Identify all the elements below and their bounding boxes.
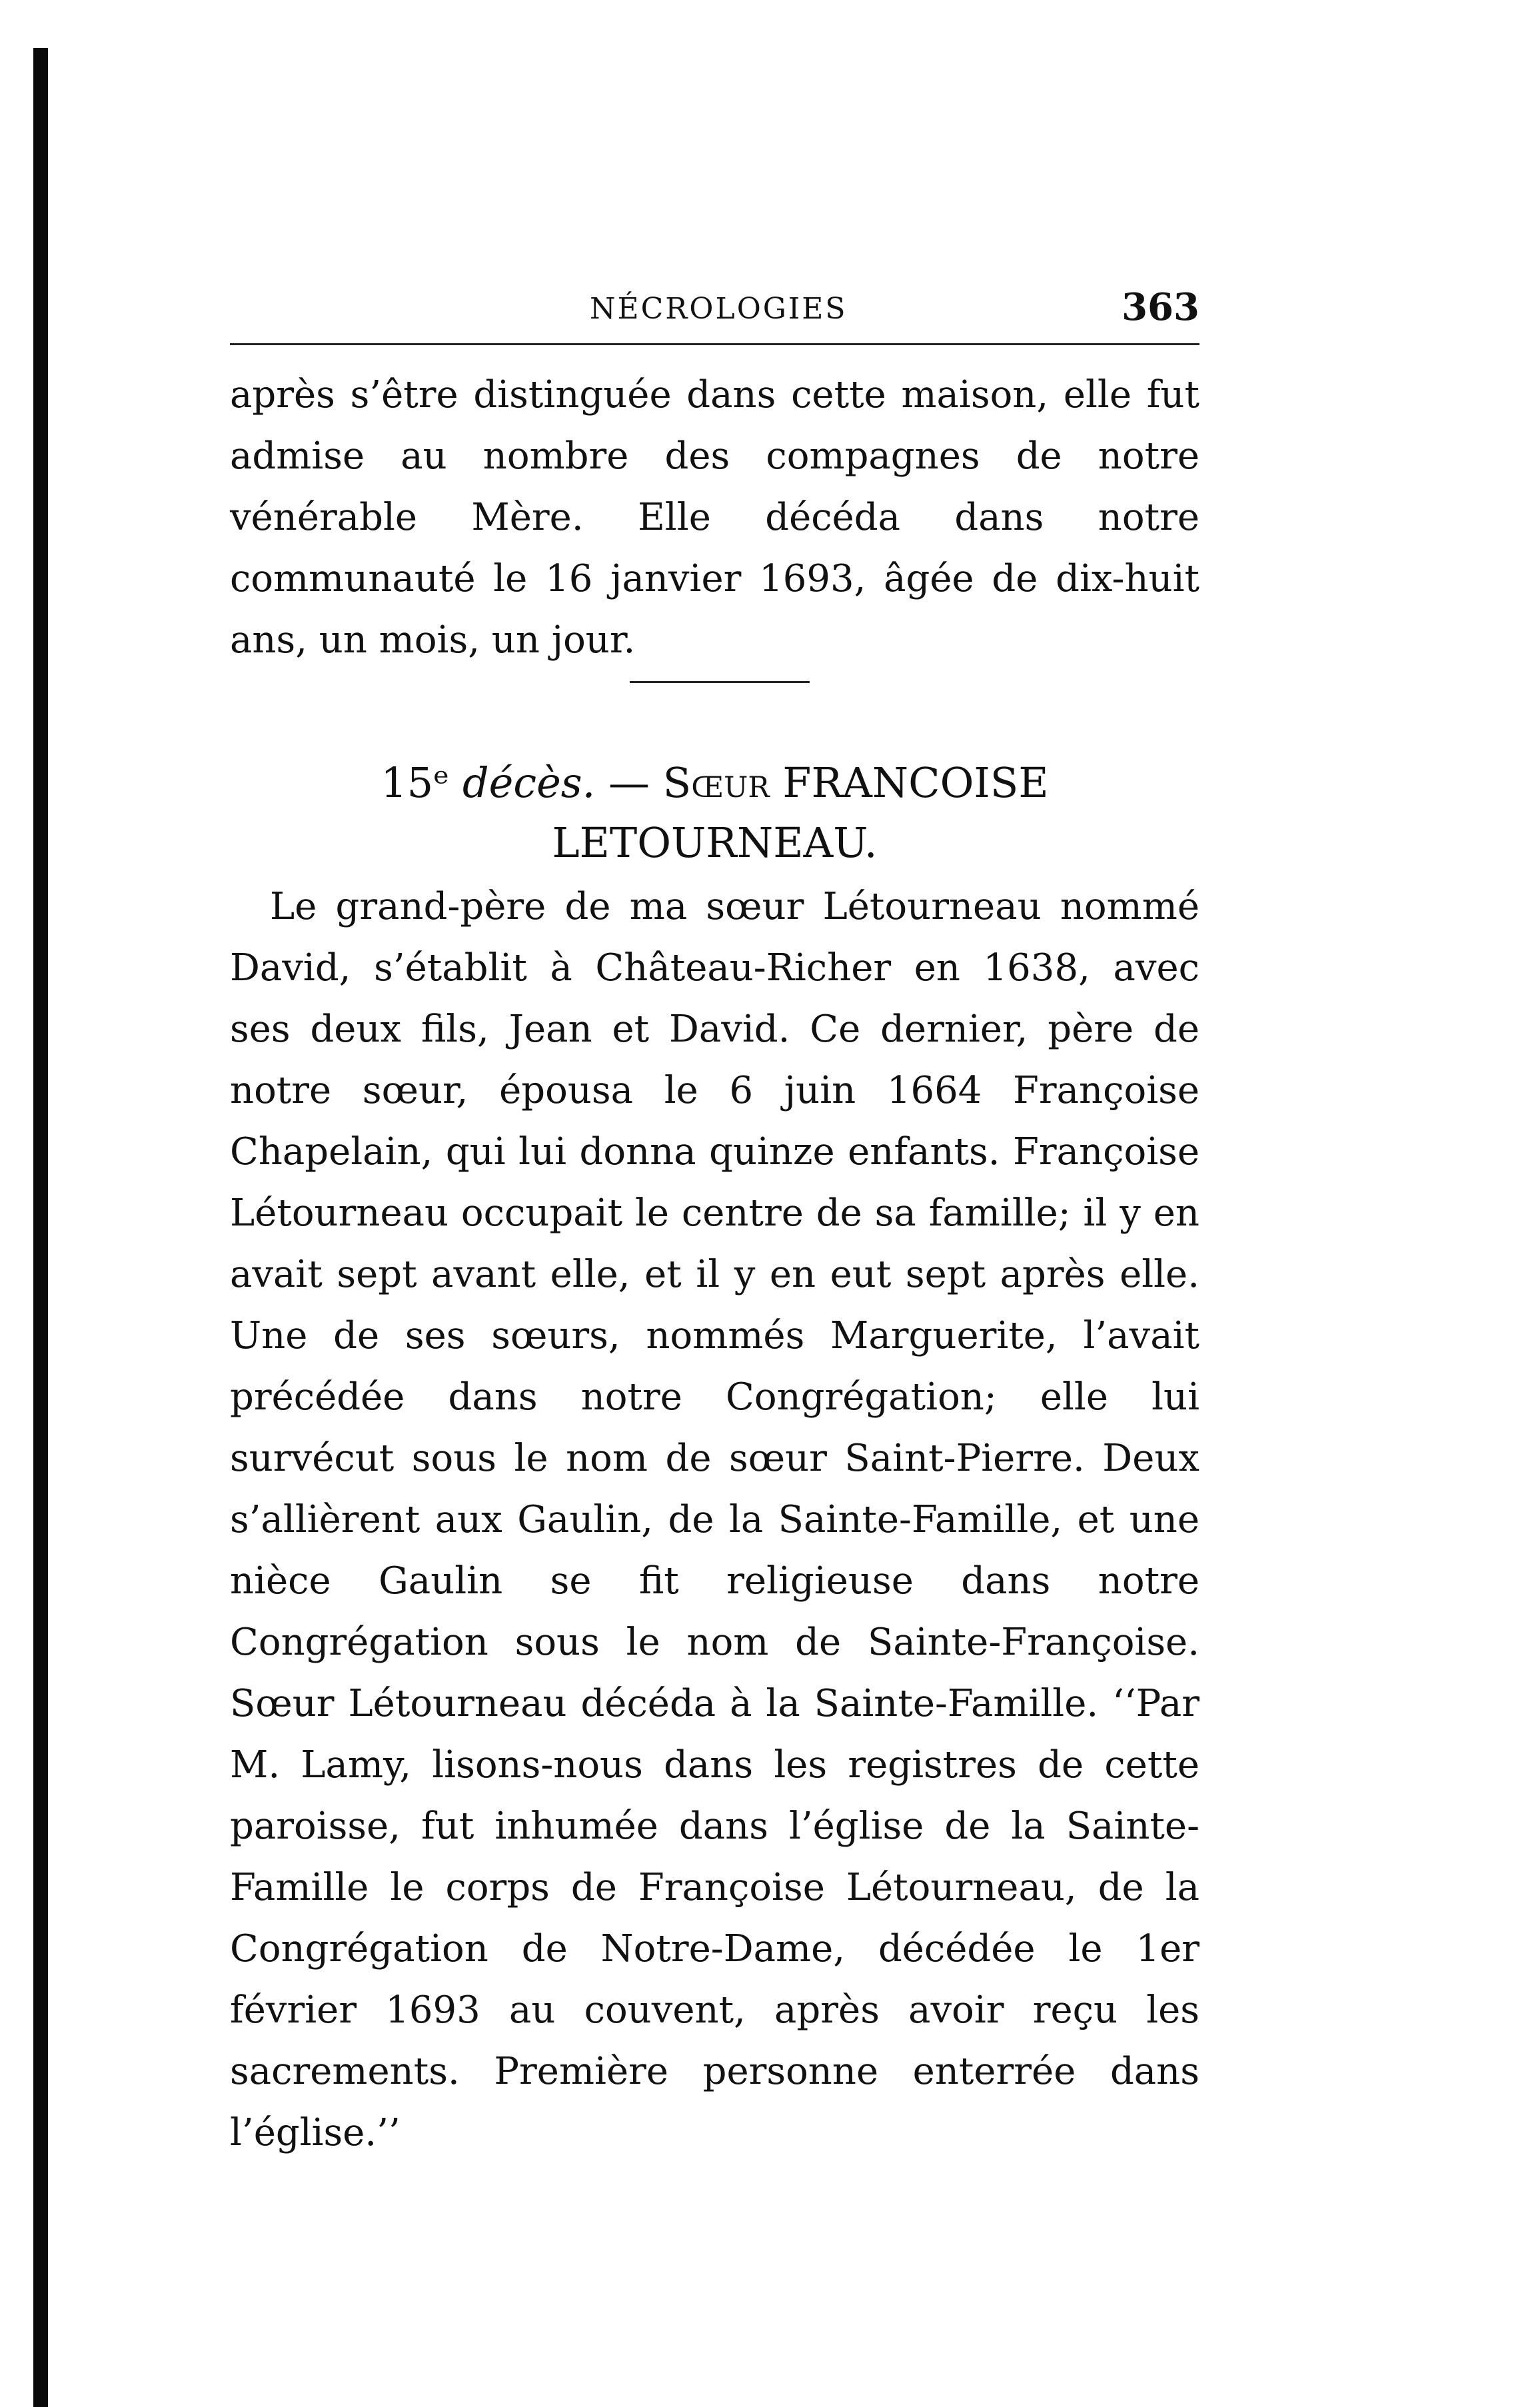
- entry-heading: [230, 753, 1199, 873]
- page-number: 363: [1122, 285, 1199, 329]
- entry-label: décès.: [462, 758, 596, 807]
- paragraph-body: Le grand-père de ma sœur Létourneau nommé David, s’établit à Château-Richer en 1638, avec ses deux fils, Jean et David. Ce dernier, père de notre sœur, épousa le 6 juin 1664 Françoise Chapelain, qui lui donna quinze enfants. Françoise Létourneau occupait le centre de sa famille; il y en avait sept avant elle, et il y en eut sept après elle. Une de ses sœurs, nommés Marguerite, l’avait précédée dans notre Congrégation; elle lui survécut sous le nom de sœur Saint-Pierre. Deux s’allièrent aux Gaulin, de la Sainte-Famille, et une nièce Gaulin se fit religieuse dans notre Congrégation sous le nom de Sainte-Françoise. Sœur Létourneau décéda à la Sainte-Famille. ‘‘Par M. Lamy, lisons-nous dans les registres de cette paroisse, fut inhumée dans l’église de la Sainte-Famille le corps de Françoise Létourneau, de la Congrégation de Notre-Dame, décédée le 1er février 1693 au couvent, après avoir reçu les sacrements. Première personne enterrée dans l’église.’’: [230, 885, 1199, 2154]
- binding-edge: [33, 48, 48, 2407]
- entry-number: 15ᵉ: [381, 758, 450, 807]
- running-head: [230, 285, 1199, 332]
- paragraph-continued: après s’être distinguée dans cette maison, elle fut admise au nombre des compagnes de notre vénérable Mère. Elle décéda dans notre communauté le 16 janvier 1693, âgée de dix-huit ans, un mois, un jour.: [230, 373, 1199, 662]
- entry-title-name: FRANCOISE LETOURNEAU.: [552, 758, 1049, 867]
- section-divider: [630, 681, 810, 683]
- entry-title-prefix: Sœur: [662, 758, 770, 807]
- header-rule: [230, 343, 1199, 345]
- entry-dash: —: [595, 758, 663, 807]
- running-title: NÉCROLOGIES: [590, 292, 848, 326]
